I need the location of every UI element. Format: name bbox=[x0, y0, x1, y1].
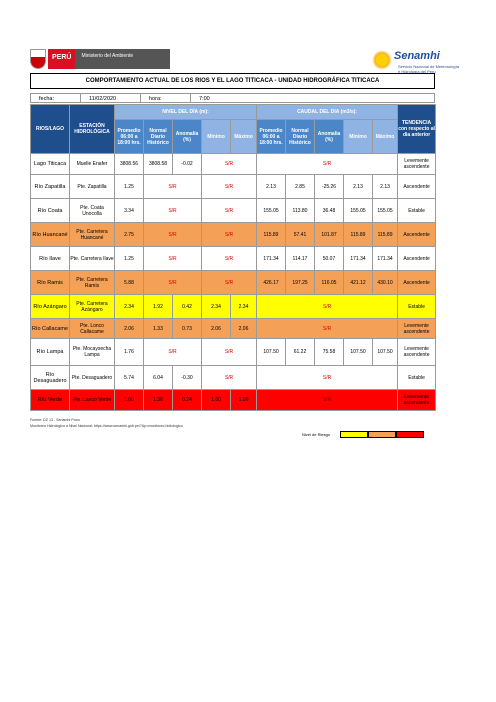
hora-value: 7:00 bbox=[190, 93, 435, 103]
trend: Ascendente bbox=[398, 223, 436, 247]
caudal-promedio: 107.50 bbox=[257, 339, 286, 366]
fecha-value: 11/02/2020 bbox=[80, 93, 140, 103]
risk-swatch-medium bbox=[368, 431, 396, 438]
nivel-sr: S/R bbox=[202, 366, 257, 390]
table-row bbox=[31, 319, 436, 339]
risk-legend bbox=[302, 431, 424, 438]
caudal-anomalia: -25.26 bbox=[315, 175, 344, 199]
river-status-table bbox=[30, 104, 436, 411]
peru-ministry-logo bbox=[30, 48, 170, 70]
trend: Estable bbox=[398, 295, 436, 319]
nivel-maximo: 2.34 bbox=[231, 295, 257, 319]
monitoring-link[interactable]: Monitoreo Hidrológico a Nivel Nacional: https://www.senamhi.gob.pe/?&p=monitoreo-hidrologico bbox=[30, 424, 183, 428]
hora-label: hora: bbox=[140, 93, 190, 103]
caudal-anomalia: 36.48 bbox=[315, 199, 344, 223]
col-n-normal: Normal Diario Histórico bbox=[144, 120, 173, 154]
nivel-anomalia: 0.42 bbox=[173, 295, 202, 319]
caudal-minimo: 171.34 bbox=[344, 247, 373, 271]
caudal-maximo: 107.50 bbox=[373, 339, 398, 366]
river-name: Río Desaguadero bbox=[31, 366, 70, 390]
nivel-sr: S/R bbox=[144, 247, 202, 271]
nivel-promedio: 5.88 bbox=[115, 271, 144, 295]
caudal-minimo: 115.89 bbox=[344, 223, 373, 247]
caudal-sr: S/R bbox=[257, 366, 398, 390]
trend: Ascendente bbox=[398, 271, 436, 295]
station-name: Pte. Zapatilla bbox=[70, 175, 115, 199]
caudal-promedio: 155.05 bbox=[257, 199, 286, 223]
nivel-promedio: 2.75 bbox=[115, 223, 144, 247]
col-c-minimo: Mínimo bbox=[344, 120, 373, 154]
col-estacion: ESTACIÓN HIDROLÓGICA bbox=[70, 105, 115, 154]
station-name: Pte. Coata Unocolla bbox=[70, 199, 115, 223]
nivel-normal: 3808.58 bbox=[144, 154, 173, 175]
caudal-normal: 61.22 bbox=[286, 339, 315, 366]
col-c-anomalia: Anomalia (%) bbox=[315, 120, 344, 154]
nivel-anomalia: -0.02 bbox=[173, 154, 202, 175]
caudal-normal: 57.41 bbox=[286, 223, 315, 247]
caudal-maximo: 2.13 bbox=[373, 175, 398, 199]
nivel-sr-2: S/R bbox=[202, 271, 257, 295]
caudal-anomalia: 75.58 bbox=[315, 339, 344, 366]
station-name: Pte. Mocaysecha Lampa bbox=[70, 339, 115, 366]
nivel-sr-2: S/R bbox=[202, 199, 257, 223]
peru-shield-icon bbox=[30, 49, 46, 69]
fecha-label: fecha: bbox=[30, 93, 80, 103]
trend: Estable bbox=[398, 199, 436, 223]
caudal-promedio: 2.13 bbox=[257, 175, 286, 199]
nivel-promedio: 2.06 bbox=[115, 319, 144, 339]
trend: Estable bbox=[398, 366, 436, 390]
table-row bbox=[31, 175, 436, 199]
trend: Levemente ascendente bbox=[398, 154, 436, 175]
station-name: Pte. Lanco Verde bbox=[70, 390, 115, 411]
caudal-maximo: 430.10 bbox=[373, 271, 398, 295]
nivel-normal: 1.36 bbox=[144, 390, 173, 411]
caudal-normal: 113.80 bbox=[286, 199, 315, 223]
date-row bbox=[30, 93, 435, 103]
trend: Ascendente bbox=[398, 247, 436, 271]
nivel-promedio: 2.34 bbox=[115, 295, 144, 319]
nivel-promedio: 1.25 bbox=[115, 175, 144, 199]
trend: Levemente ascendente bbox=[398, 319, 436, 339]
nivel-maximo: 2.06 bbox=[231, 319, 257, 339]
risk-swatch-low bbox=[340, 431, 368, 438]
col-caudal-group: CAUDAL DEL DIA (m3/s): bbox=[257, 105, 398, 120]
nivel-sr-2: S/R bbox=[202, 223, 257, 247]
senamhi-subtitle: Servicio Nacional de Meteorología e Hidrología del Perú bbox=[398, 64, 459, 74]
col-nivel-group: NIVEL DEL DÍA (m): bbox=[115, 105, 257, 120]
nivel-promedio: 1.60 bbox=[115, 390, 144, 411]
col-n-minimo: Mínimo bbox=[202, 120, 231, 154]
senamhi-label: Senamhi bbox=[394, 50, 440, 62]
nivel-promedio: 3808.56 bbox=[115, 154, 144, 175]
river-name: Río Ilave bbox=[31, 247, 70, 271]
station-name: Muelle Enafer bbox=[70, 154, 115, 175]
caudal-minimo: 107.50 bbox=[344, 339, 373, 366]
table-row bbox=[31, 223, 436, 247]
sun-icon bbox=[372, 50, 392, 70]
table-row bbox=[31, 154, 436, 175]
caudal-anomalia: 101.87 bbox=[315, 223, 344, 247]
caudal-sr: S/R bbox=[257, 295, 398, 319]
risk-label: Nivel de Riesgo bbox=[302, 432, 331, 437]
nivel-sr: S/R bbox=[144, 223, 202, 247]
caudal-normal: 114.17 bbox=[286, 247, 315, 271]
station-name: Pte. Carretera Ilave bbox=[70, 247, 115, 271]
caudal-minimo: 421.12 bbox=[344, 271, 373, 295]
station-name: Pte. Lonco Callacame bbox=[70, 319, 115, 339]
caudal-maximo: 155.05 bbox=[373, 199, 398, 223]
col-n-promedio: Promedio 06:00 a 18:00 hrs. bbox=[115, 120, 144, 154]
caudal-normal: 2.85 bbox=[286, 175, 315, 199]
nivel-minimo: 1.60 bbox=[202, 390, 231, 411]
river-name: Lago Titicaca bbox=[31, 154, 70, 175]
station-name: Pte. Carretera Azángaro bbox=[70, 295, 115, 319]
col-c-normal: Normal Diario Histórico bbox=[286, 120, 315, 154]
table-row bbox=[31, 247, 436, 271]
caudal-promedio: 171.34 bbox=[257, 247, 286, 271]
river-name: Río Verde bbox=[31, 390, 70, 411]
risk-swatch-high bbox=[396, 431, 424, 438]
report-title: COMPORTAMIENTO ACTUAL DE LOS RIOS Y EL LAGO TITICACA - UNIDAD HIDROGRÁFICA TITICACA bbox=[30, 73, 435, 89]
river-name: Río Lampa bbox=[31, 339, 70, 366]
trend: Levemente ascendente bbox=[398, 339, 436, 366]
caudal-promedio: 426.17 bbox=[257, 271, 286, 295]
nivel-anomalia: -0.30 bbox=[173, 366, 202, 390]
nivel-sr-2: S/R bbox=[202, 247, 257, 271]
nivel-sr: S/R bbox=[144, 339, 202, 366]
station-name: Pte. Carretera Ramis bbox=[70, 271, 115, 295]
nivel-maximo: 1.60 bbox=[231, 390, 257, 411]
nivel-normal: 6.04 bbox=[144, 366, 173, 390]
caudal-sr: S/R bbox=[257, 319, 398, 339]
table-row bbox=[31, 339, 436, 366]
nivel-sr: S/R bbox=[144, 175, 202, 199]
source-note: Fuente: DZ 13 - Senamhi Puno bbox=[30, 418, 80, 422]
col-c-promedio: Promedio 06:00 a 18:00 hrs. bbox=[257, 120, 286, 154]
table-row bbox=[31, 366, 436, 390]
nivel-promedio: 1.76 bbox=[115, 339, 144, 366]
table-row bbox=[31, 390, 436, 411]
col-n-anomalia: Anomalia (%) bbox=[173, 120, 202, 154]
station-name: Pte. Carretera Huancané bbox=[70, 223, 115, 247]
station-name: Pte. Desaguadero bbox=[70, 366, 115, 390]
caudal-minimo: 155.05 bbox=[344, 199, 373, 223]
trend: Ascendente bbox=[398, 175, 436, 199]
river-name: Río Zapatilla bbox=[31, 175, 70, 199]
nivel-sr: S/R bbox=[144, 199, 202, 223]
river-name: Río Callacame bbox=[31, 319, 70, 339]
river-name: Río Huancané bbox=[31, 223, 70, 247]
caudal-promedio: 115.89 bbox=[257, 223, 286, 247]
caudal-maximo: 171.34 bbox=[373, 247, 398, 271]
col-rios: RIOS/LAGO bbox=[31, 105, 70, 154]
nivel-sr-2: S/R bbox=[202, 175, 257, 199]
col-tendencia: TENDENCIA con respecto al dia anterior bbox=[398, 105, 436, 154]
table-row bbox=[31, 271, 436, 295]
caudal-anomalia: 116.05 bbox=[315, 271, 344, 295]
river-name: Río Ramis bbox=[31, 271, 70, 295]
river-name: Río Coata bbox=[31, 199, 70, 223]
peru-label: PERÚ bbox=[48, 49, 75, 69]
nivel-promedio: 1.25 bbox=[115, 247, 144, 271]
river-name: Río Azángaro bbox=[31, 295, 70, 319]
nivel-anomalia: 0.73 bbox=[173, 319, 202, 339]
nivel-sr: S/R bbox=[202, 154, 257, 175]
senamhi-logo bbox=[372, 48, 462, 74]
caudal-minimo: 2.13 bbox=[344, 175, 373, 199]
ministry-label: Ministerio del Ambiente bbox=[75, 49, 170, 69]
caudal-normal: 197.25 bbox=[286, 271, 315, 295]
nivel-anomalia: 0.24 bbox=[173, 390, 202, 411]
table-row bbox=[31, 199, 436, 223]
col-c-maximo: Máximo bbox=[373, 120, 398, 154]
caudal-sr: S/R bbox=[257, 390, 398, 411]
nivel-sr: S/R bbox=[144, 271, 202, 295]
col-n-maximo: Máximo bbox=[231, 120, 257, 154]
nivel-promedio: 5.74 bbox=[115, 366, 144, 390]
caudal-anomalia: 50.07 bbox=[315, 247, 344, 271]
trend: Levemente ascendente bbox=[398, 390, 436, 411]
nivel-minimo: 2.06 bbox=[202, 319, 231, 339]
caudal-sr: S/R bbox=[257, 154, 398, 175]
nivel-sr-2: S/R bbox=[202, 339, 257, 366]
caudal-maximo: 115.89 bbox=[373, 223, 398, 247]
table-row bbox=[31, 295, 436, 319]
nivel-normal: 1.33 bbox=[144, 319, 173, 339]
nivel-promedio: 3.34 bbox=[115, 199, 144, 223]
nivel-minimo: 2.34 bbox=[202, 295, 231, 319]
nivel-normal: 1.92 bbox=[144, 295, 173, 319]
